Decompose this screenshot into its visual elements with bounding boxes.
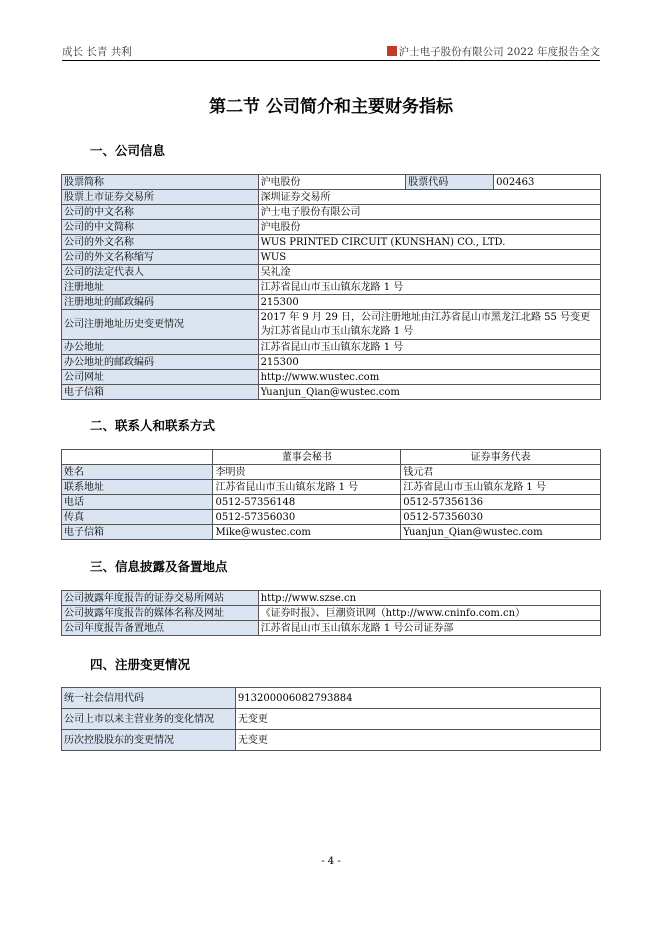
table-row [62,510,601,525]
table-row [62,370,601,385]
header-report-title: 沪士电子股份有限公司 2022 年度报告全文 [387,44,600,59]
info-value: 沪电股份 [258,220,600,235]
contact-representative-value: 江苏省昆山市玉山镇东龙路 1 号 [401,480,601,495]
contact-representative-value: 0512-57356136 [401,495,601,510]
registration-value: 913200006082793884 [235,688,600,709]
page-number: - 4 - [321,856,341,867]
info-value: WUS [258,250,600,265]
info-label: 注册地址的邮政编码 [62,295,259,310]
table-row [62,310,601,340]
disclosure-label: 公司披露年度报告的媒体名称及网址 [62,606,259,621]
table-row [62,480,601,495]
table-row [62,250,601,265]
table-row [62,450,601,465]
table-row [62,730,601,751]
contact-representative-value: 0512-57356030 [401,510,601,525]
contact-secretary-value: 江苏省昆山市玉山镇东龙路 1 号 [213,480,401,495]
page-header [62,44,600,61]
company-info-table [61,174,601,400]
disclosure-value: 江苏省昆山市玉山镇东龙路 1 号公司证券部 [258,621,600,636]
disclosure-table [61,590,601,636]
table-row [62,190,601,205]
info-label: 公司注册地址历史变更情况 [62,310,259,340]
info-value: 2017 年 9 月 29 日，公司注册地址由江苏省昆山市黑龙江北路 55 号变更为江苏省昆山市玉山镇东龙路 1 号 [258,310,600,340]
table-row [62,220,601,235]
contact-secretary-value: 0512-57356148 [213,495,401,510]
contacts-col-representative: 证券事务代表 [401,450,601,465]
stock-code-value: 002463 [494,175,601,190]
stock-code-label: 股票代码 [406,175,494,190]
contact-label: 联系地址 [62,480,213,495]
table-row [62,525,601,540]
table-row [62,495,601,510]
info-label: 公司的外文名称 [62,235,259,250]
info-label: 办公地址 [62,340,259,355]
table-row [62,265,601,280]
table-row [62,688,601,709]
info-value: 沪士电子股份有限公司 [258,205,600,220]
info-label: 电子信箱 [62,385,259,400]
contact-representative-value: 钱元君 [401,465,601,480]
info-label: 办公地址的邮政编码 [62,355,259,370]
info-label: 公司的法定代表人 [62,265,259,280]
info-label: 公司网址 [62,370,259,385]
contact-representative-value: Yuanjun_Qian@wustec.com [401,525,601,540]
disclosure-label: 公司年度报告备置地点 [62,621,259,636]
contact-label: 电子信箱 [62,525,213,540]
info-label: 公司的中文简称 [62,220,259,235]
contact-label: 姓名 [62,465,213,480]
info-label: 公司的中文名称 [62,205,259,220]
table-row [62,465,601,480]
contact-label: 传真 [62,510,213,525]
info-label: 注册地址 [62,280,259,295]
registration-label: 统一社会信用代码 [62,688,236,709]
registration-label: 公司上市以来主营业务的变化情况 [62,709,236,730]
table-row [62,709,601,730]
info-value: 江苏省昆山市玉山镇东龙路 1 号 [258,340,600,355]
table-row [62,205,601,220]
table-row [62,175,601,190]
contact-secretary-value: 李明贵 [213,465,401,480]
registration-table [61,687,601,751]
disclosure-value: 《证券时报》、巨潮资讯网（http://www.cninfo.com.cn） [258,606,600,621]
table-row [62,295,601,310]
page-title: 第二节 公司简介和主要财务指标 [209,97,453,117]
info-value: http://www.wustec.com [258,370,600,385]
table-row [62,235,601,250]
contacts-corner-cell [62,450,213,465]
contacts-table [61,449,601,540]
contact-secretary-value: 0512-57356030 [213,510,401,525]
info-value: 深圳证券交易所 [258,190,600,205]
info-value: 江苏省昆山市玉山镇东龙路 1 号 [258,280,600,295]
section-heading-registration: 四、注册变更情况 [90,657,191,672]
table-row [62,340,601,355]
contacts-col-secretary: 董事会秘书 [213,450,401,465]
info-value: Yuanjun_Qian@wustec.com [258,385,600,400]
info-value: 吴礼淦 [258,265,600,280]
table-row [62,385,601,400]
info-value: 215300 [258,355,600,370]
company-logo-icon [387,46,397,56]
table-row [62,591,601,606]
registration-value: 无变更 [235,709,600,730]
section-heading-contacts: 二、联系人和联系方式 [90,418,216,433]
table-row [62,621,601,636]
info-label: 公司的外文名称缩写 [62,250,259,265]
info-value: WUS PRINTED CIRCUIT (KUNSHAN) CO., LTD. [258,235,600,250]
table-row [62,280,601,295]
disclosure-value: http://www.szse.cn [258,591,600,606]
info-label: 股票上市证券交易所 [62,190,259,205]
info-value: 215300 [258,295,600,310]
registration-label: 历次控股股东的变更情况 [62,730,236,751]
contact-secretary-value: Mike@wustec.com [213,525,401,540]
table-row [62,355,601,370]
section-heading-disclosure: 三、信息披露及备置地点 [90,559,228,574]
header-slogan: 成长 长青 共利 [62,46,132,58]
contact-label: 电话 [62,495,213,510]
section-heading-company-info: 一、公司信息 [90,143,166,158]
registration-value: 无变更 [235,730,600,751]
stock-abbr-label: 股票简称 [62,175,259,190]
stock-abbr-value: 沪电股份 [258,175,406,190]
table-row [62,606,601,621]
disclosure-label: 公司披露年度报告的证券交易所网站 [62,591,259,606]
